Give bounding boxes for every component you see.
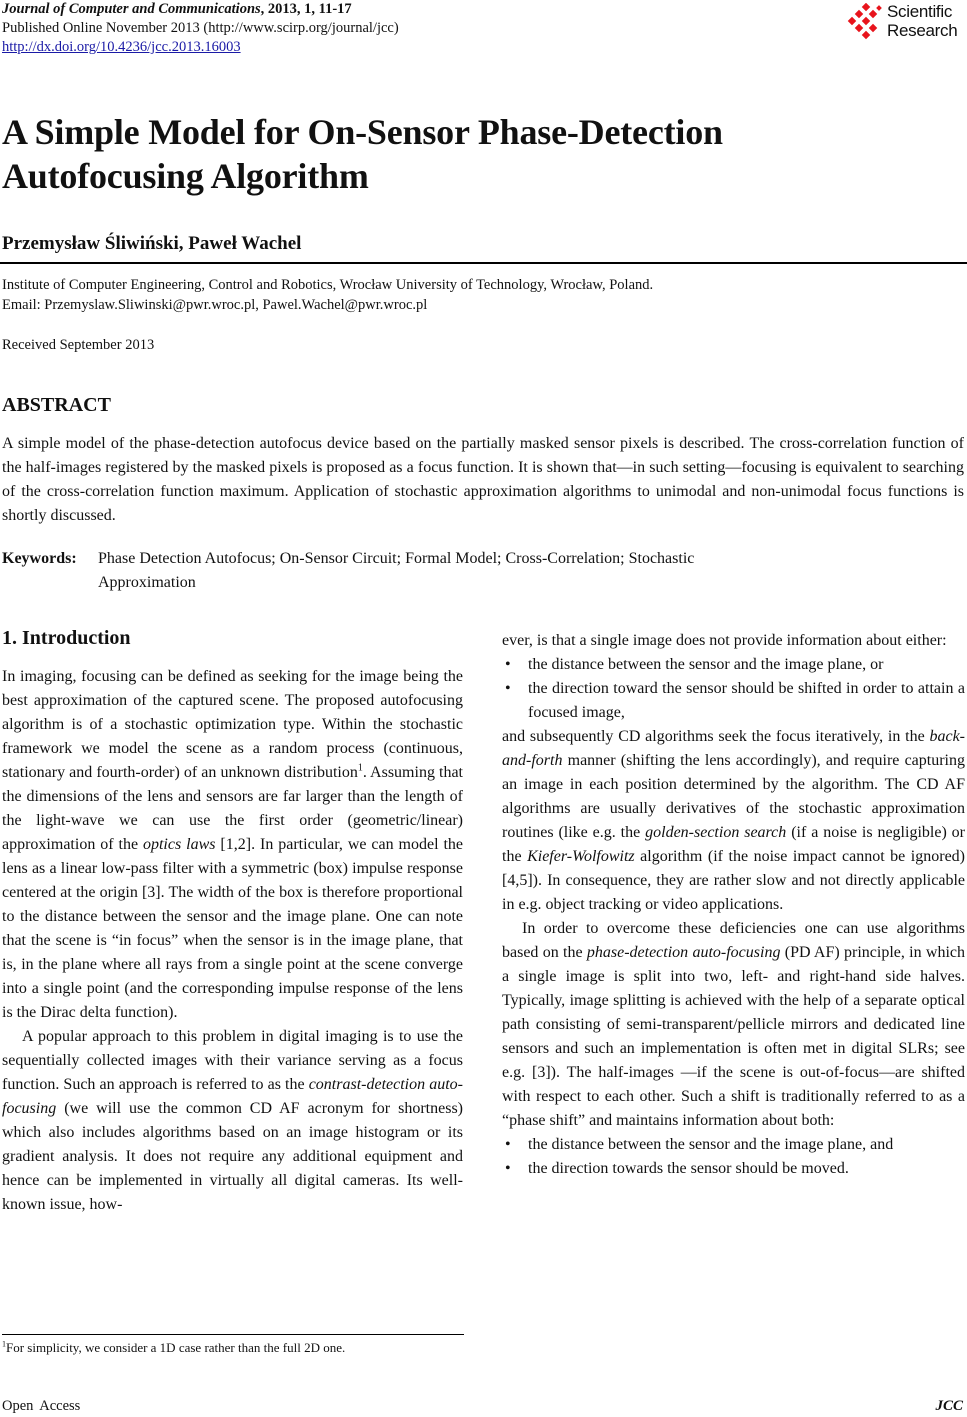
keywords-label: Keywords: [2, 550, 77, 567]
affiliation: Institute of Computer Engineering, Control and Robotics, Wrocław University of Technology, Wrocław, Poland. [2, 277, 654, 293]
title-divider [0, 262, 967, 264]
list-item: • the distance between the sensor and the image plane, or [502, 653, 965, 677]
footer-journal-abbrev: JCC [935, 1398, 963, 1414]
logo-text-line1: Scientific [887, 2, 953, 21]
logo-text-line2: Research [887, 21, 958, 40]
published-line: Published Online November 2013 (http://www.scirp.org/journal/jcc) [2, 20, 399, 36]
bullet-list [502, 1133, 965, 1181]
paragraph: In imaging, focusing can be defined as seeking for the image being the best approximation of the captured scene. The proposed autofocusing algorithm is of a stochastic optimization type. Within the stochastic framework we model the scene as a random process (continuous, stationary and fourth-order) of an unknown distribution$^1$. Assuming that the dimensions of the lens and sensors are far larger than the length of the light-wave we can use the first order (geometric/linear) approximation of the optics laws [1,2]. In particular, we can model the lens as a linear low-pass filter with a symmetric (box) impulse response centered at the origin [3]. The width of the box is therefore proportional to the distance between the sensor and the image plane. One can note that the scene is “in focus” when the sensor is in the image plane, that is, in the plane where all rays from a single point at the scene converge into a single point (and the corresponding impulse response of the lens is the Dirac delta function). [2, 668, 464, 1021]
paragraph: In order to overcome these deficiencies one can use algorithms based on the phase-detection auto-focusing (PD AF) principle, in which a single image is split into two, left- and right-hand side halves. Typically, image splitting is achieved with the help of a separate optical path consisting of semi-transparent/pellicle mirrors and dedicated line sensors and such an implementation is often met in digital SLRs; see e.g. [3]). The half-images —if the scene is out-of-focus—are shifted with respect to each other. Such a shift is traditionally referred to as a “phase shift” and maintains information about both: [502, 920, 966, 1129]
affiliation-block [2, 275, 653, 315]
section-heading: 1. Introduction [2, 627, 131, 649]
keywords [2, 547, 902, 595]
publisher-logo [847, 1, 965, 43]
paragraph: ever, is that a single image does not provide information about either: [502, 632, 947, 649]
journal-citation [2, 0, 399, 19]
journal-header [2, 0, 399, 57]
left-column [2, 665, 463, 1217]
footnote-divider [2, 1334, 464, 1335]
paper-title [2, 110, 723, 198]
abstract-heading: ABSTRACT [2, 394, 111, 416]
title-line-1: A Simple Model for On-Sensor Phase-Detection [2, 112, 723, 152]
footnote-ref: 1 [357, 762, 363, 774]
doi-link[interactable]: http://dx.doi.org/10.4236/jcc.2013.16003 [2, 39, 241, 55]
logo-diamond-icon [847, 3, 885, 41]
keywords-line-1: Phase Detection Autofocus; On-Sensor Circuit; Formal Model; Cross-Correlation; Stochastic [98, 550, 695, 567]
list-item: • the direction towards the sensor should be moved. [502, 1157, 965, 1181]
bullet-list [502, 653, 965, 725]
footer-open-access: Open Access [2, 1398, 81, 1414]
title-line-2: Autofocusing Algorithm [2, 156, 369, 196]
footnote [2, 1340, 345, 1356]
journal-info: , 2013, 1, 11-17 [260, 1, 352, 17]
list-item: • the distance between the sensor and the image plane, and [502, 1133, 965, 1157]
keywords-line-2: Approximation [98, 574, 196, 591]
journal-name: Journal of Computer and Communications [2, 1, 261, 17]
paragraph: and subsequently CD algorithms seek the focus iteratively, in the back-and-forth manner (shifting the lens accordingly), and require capturing an image in each position determined by the algorithm. The CD AF algorithms are usually derivatives of the stochastic approximation routines (like e.g. the golden-section search (if a noise is negligible) or the Kiefer-Wolfowitz algorithm (if the noise impact cannot be ignored) [4,5]). In consequence, they are rather slow and not directly applicable in e.g. object tracking or video applications. [502, 728, 965, 913]
list-item: • the direction toward the sensor should be shifted in order to attain a focused image, [502, 677, 965, 725]
footnote-text: For simplicity, we consider a 1D case rather than the full 2D one. [6, 1340, 346, 1355]
authors: Przemysław Śliwiński, Paweł Wachel [2, 233, 302, 254]
footnote-mark: 1 [2, 1339, 6, 1349]
paragraph: A popular approach to this problem in digital imaging is to use the sequentially collected images with their variance serving as a focus function. Such an approach is referred to as the contrast-detection auto-focusing (we will use the common CD AF acronym for shortness) which also includes algorithms based on an image histogram or its gradient analysis. It does not require any additional equipment and hence can be implemented in virtually all digital cameras. Its well-known issue, how- [2, 1028, 464, 1213]
email: Email: Przemyslaw.Sliwinski@pwr.wroc.pl, Pawel.Wachel@pwr.wroc.pl [2, 297, 428, 313]
received-date: Received September 2013 [2, 337, 155, 353]
abstract-text: A simple model of the phase-detection autofocus device based on the partially masked sensor pixels is described. The cross-correlation function of the half-images registered by the masked pixels is proposed as a focus function. It is shown that—in such setting—focusing is equivalent to searching of the cross-correlation function maximum. Application of stochastic approximation algorithms to unimodal and non-unimodal focus functions is shortly discussed. [2, 435, 964, 524]
right-column [502, 629, 965, 1181]
